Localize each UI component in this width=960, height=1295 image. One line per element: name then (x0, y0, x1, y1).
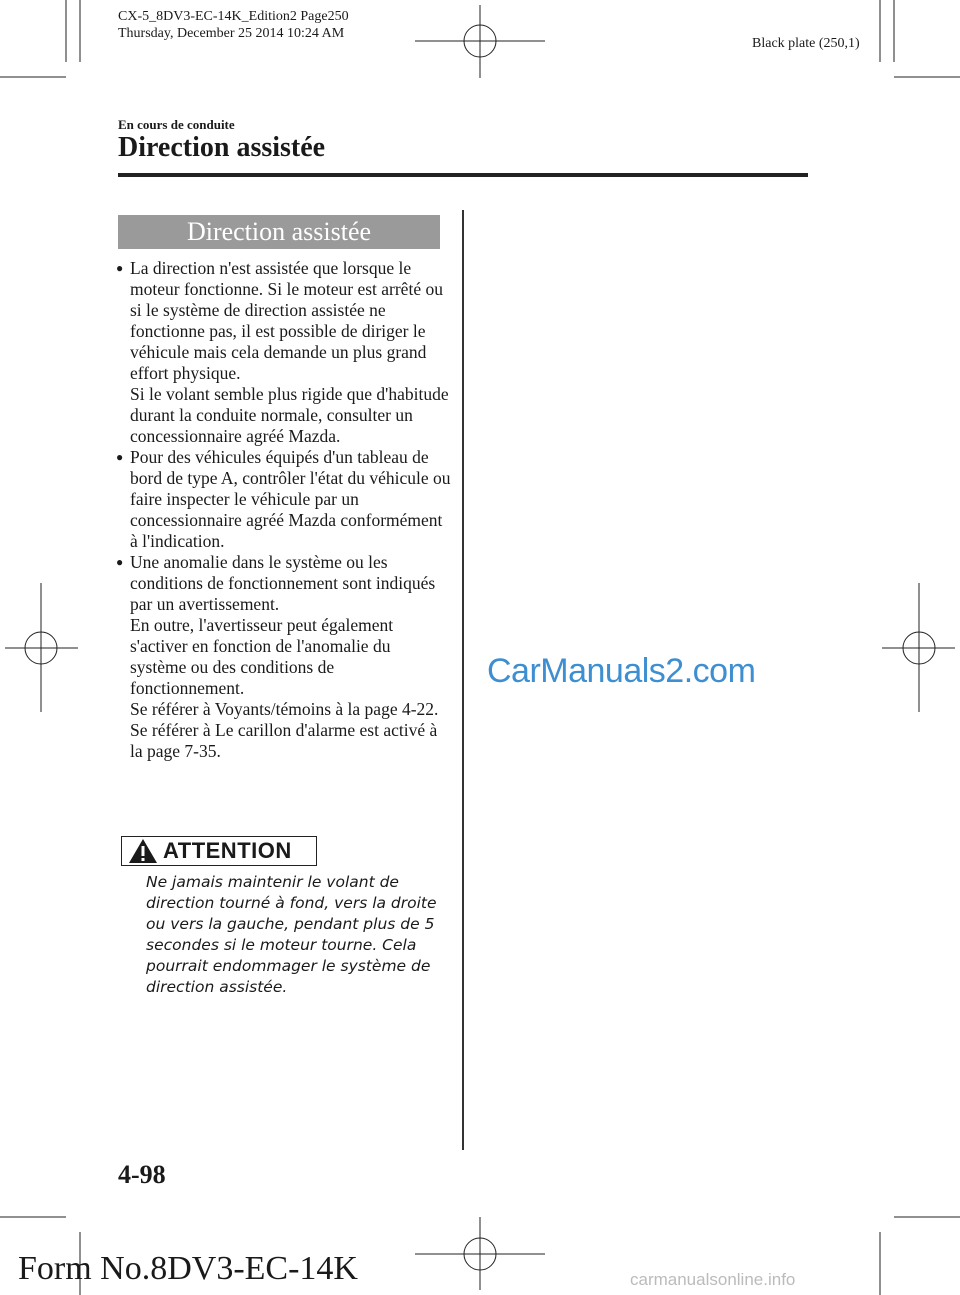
list-item (116, 447, 451, 552)
plate-info (118, 8, 349, 42)
attention-text: Ne jamais maintenir le volant de direction tourné à fond, vers la droite ou vers la gauche, pendant plus de 5 secondes si le moteur tourne. Cela pourrait endommager le système de direction assistée. (146, 873, 437, 996)
attention-label: ATTENTION (163, 838, 292, 863)
paragraph: La direction n'est assistée que lorsque le moteur fonctionne. Si le moteur est arrêté ou si le système de direction assistée ne fonctionne pas, il est possible de diriger le véhicule mais cela demande un plus grand effort physique. (130, 258, 443, 383)
paragraph: Pour des véhicules équipés d'un tableau de bord de type A, contrôler l'état du véhicule ou faire inspecter le véhicule par un concessionnaire agréé Mazda conformément à l'indication. (130, 447, 451, 551)
watermark: CarManuals2.com (487, 652, 756, 690)
attention-box (121, 836, 317, 866)
footer-watermark: carmanualsonline.info (630, 1270, 796, 1289)
paragraph: Se référer à Le carillon d'alarme est activé à la page 7-35. (130, 720, 438, 761)
list-item (116, 258, 451, 447)
paragraph: Une anomalie dans le système ou les conditions de fonctionnement sont indiqués par un avertissement. (130, 552, 436, 614)
title-rule (118, 173, 808, 177)
page-title: Direction assistée (118, 132, 326, 163)
bullet-icon: ● (116, 450, 124, 464)
section-label: En cours de conduite (118, 117, 235, 132)
warning-triangle-icon (128, 838, 158, 864)
bullet-icon: ● (116, 555, 124, 569)
column-divider (462, 210, 464, 1150)
paragraph: Se référer à Voyants/témoins à la page 4-22. (130, 699, 439, 719)
bullet-list (116, 258, 451, 762)
plate-info-line1: CX-5_8DV3-EC-14K_Edition2 Page250 (118, 9, 349, 24)
plate-info-line2: Thursday, December 25 2014 10:24 AM (118, 26, 345, 41)
form-number: Form No.8DV3-EC-14K (18, 1250, 358, 1287)
bullet-icon: ● (116, 261, 124, 275)
paragraph: Si le volant semble plus rigide que d'habitude durant la conduite normale, consulter un concessionnaire agréé Mazda. (130, 384, 449, 446)
section-banner: Direction assistée (118, 215, 440, 249)
plate-label: Black plate (250,1) (752, 36, 860, 51)
list-item (116, 552, 451, 762)
page-number: 4-98 (118, 1160, 166, 1189)
paragraph: En outre, l'avertisseur peut également s'activer en fonction de l'anomalie du système ou des conditions de fonctionnement. (130, 615, 394, 698)
